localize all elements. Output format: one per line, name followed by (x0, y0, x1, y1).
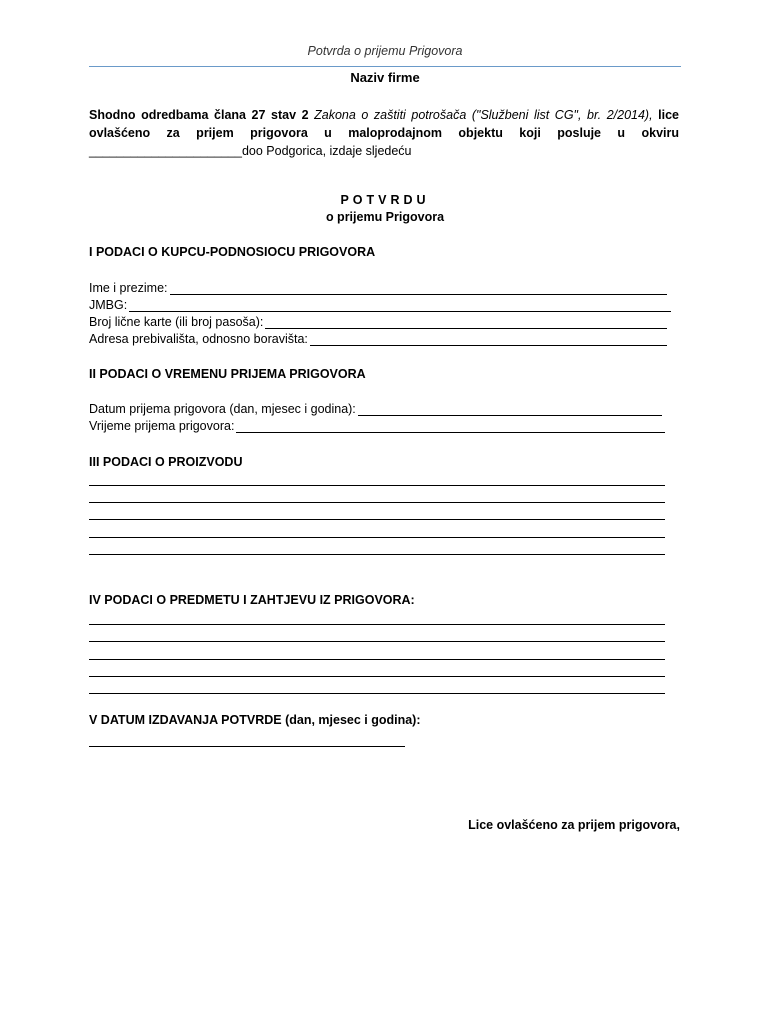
intro-company-blank[interactable]: ______________________ (89, 144, 242, 158)
page-header: Potvrda o prijemu Prigovora (307, 44, 463, 58)
product-line-2[interactable] (89, 502, 665, 503)
section-3-heading: III PODACI O PROIZVODU (89, 455, 243, 469)
field-jmbg[interactable] (89, 298, 671, 312)
field-full-name[interactable] (89, 281, 667, 295)
complaint-line-1[interactable] (89, 624, 665, 625)
company-name: Naziv firme (350, 70, 420, 85)
document-title: POTVRDU (340, 193, 430, 207)
field-label: Datum prijema prigovora (dan, mjesec i godina): (89, 402, 356, 416)
field-address[interactable] (89, 332, 667, 346)
issue-date-line[interactable] (89, 746, 405, 747)
field-receipt-time[interactable] (89, 419, 665, 433)
intro-text-2: lice ovlašćeno za prijem prigovora u maloprodajnom objektu koji posluje u okviru (89, 108, 679, 140)
intro-paragraph (89, 106, 679, 160)
field-label: Ime i prezime: (89, 281, 168, 295)
signature-label: Lice ovlašćeno za prijem prigovora, (468, 818, 680, 832)
intro-text-3: doo Podgorica, izdaje sljedeću (241, 144, 412, 158)
product-line-4[interactable] (89, 537, 665, 538)
complaint-line-3[interactable] (89, 659, 665, 660)
field-label: Vrijeme prijema prigovora: (89, 419, 235, 433)
header-divider (89, 66, 681, 67)
input-line[interactable] (310, 333, 667, 346)
field-label: JMBG: (89, 298, 128, 312)
product-line-1[interactable] (89, 485, 665, 486)
field-receipt-date[interactable] (89, 402, 662, 416)
input-line[interactable] (236, 420, 665, 433)
complaint-line-5[interactable] (89, 693, 665, 694)
document-subtitle: o prijemu Prigovora (325, 210, 445, 224)
product-line-3[interactable] (89, 519, 665, 520)
field-label: Adresa prebivališta, odnosno boravišta: (89, 332, 308, 346)
section-2-heading: II PODACI O VREMENU PRIJEMA PRIGOVORA (89, 367, 366, 381)
complaint-line-4[interactable] (89, 676, 665, 677)
field-label: Broj lične karte (ili broj pasoša): (89, 315, 264, 329)
section-5-heading: V DATUM IZDAVANJA POTVRDE (dan, mjesec i godina): (89, 713, 421, 727)
field-id-card[interactable] (89, 315, 667, 329)
section-4-heading: IV PODACI O PREDMETU I ZAHTJEVU IZ PRIGOVORA: (89, 593, 415, 607)
intro-law-reference: Zakona o zaštiti potrošača ("Službeni list CG", br. 2/2014), (314, 108, 653, 122)
intro-text-1: Shodno odredbama člana 27 stav 2 (89, 108, 315, 122)
input-line[interactable] (129, 299, 671, 312)
input-line[interactable] (358, 403, 662, 416)
complaint-line-2[interactable] (89, 641, 665, 642)
input-line[interactable] (265, 316, 667, 329)
product-line-5[interactable] (89, 554, 665, 555)
input-line[interactable] (170, 282, 668, 295)
section-1-heading: I PODACI O KUPCU-PODNOSIOCU PRIGOVORA (89, 245, 376, 259)
